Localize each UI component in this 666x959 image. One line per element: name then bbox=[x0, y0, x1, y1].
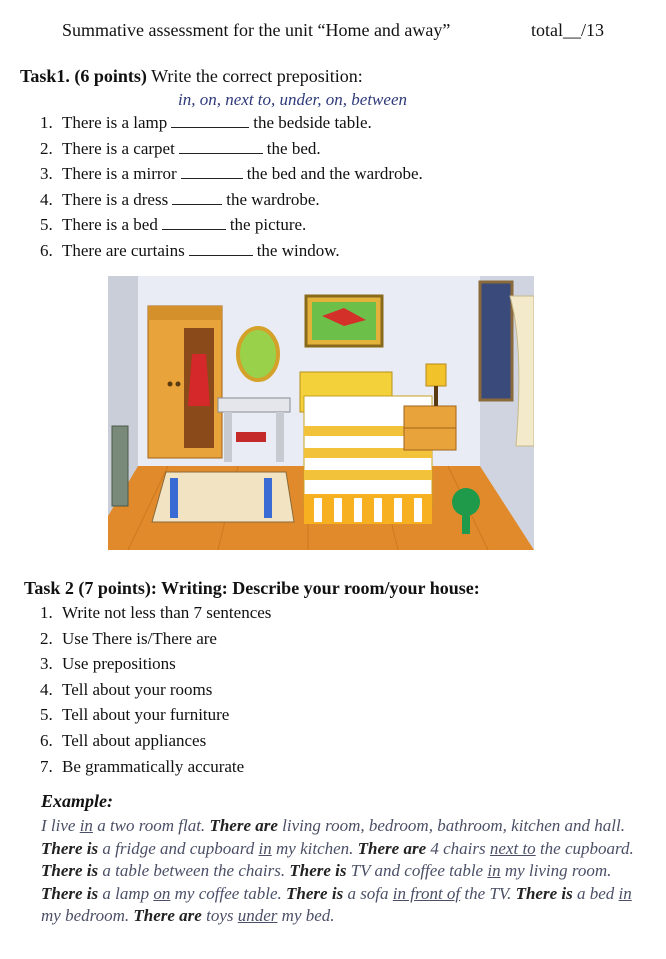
example-text-part: a sofa bbox=[343, 883, 393, 903]
example-text-part: There is bbox=[289, 861, 347, 880]
example-text-part: There is bbox=[515, 883, 573, 903]
bedroom-illustration bbox=[108, 276, 534, 550]
item-number: 6. bbox=[40, 240, 53, 260]
item-text: the bed. bbox=[266, 138, 321, 158]
example-text-part: my bedroom. bbox=[41, 906, 134, 925]
example-paragraph bbox=[41, 815, 653, 928]
example-text-part: There are bbox=[357, 838, 427, 858]
item-text: the bed and the wardrobe. bbox=[246, 164, 423, 184]
item-text: There are curtains bbox=[62, 240, 185, 260]
example-text-part: There is bbox=[286, 883, 344, 903]
item-text: There is a lamp bbox=[62, 113, 168, 132]
item-number: 4. bbox=[40, 189, 53, 209]
example-text-part: a table between the chairs. bbox=[98, 861, 290, 880]
item-text: the picture. bbox=[229, 215, 307, 235]
answer-blank[interactable] bbox=[181, 164, 243, 179]
list-item bbox=[40, 626, 271, 652]
item-number: 2. bbox=[40, 628, 53, 648]
page-title: Summative assessment for the unit “Home and away” bbox=[62, 20, 451, 40]
list-item bbox=[40, 238, 423, 264]
list-item bbox=[40, 754, 271, 780]
item-number: 1. bbox=[40, 603, 53, 622]
example-text-part: There are bbox=[209, 816, 278, 835]
example-text-part: in bbox=[79, 816, 93, 835]
item-text: the wardrobe. bbox=[226, 189, 320, 209]
example-text-part: the cupboard. bbox=[535, 838, 634, 858]
list-item bbox=[40, 110, 423, 136]
example-text-part: There is bbox=[41, 883, 99, 903]
example-text-part: my coffee table. bbox=[170, 883, 287, 903]
example-text-part: There are bbox=[133, 906, 202, 925]
example-text-part: There is bbox=[41, 861, 99, 880]
wardrobe bbox=[148, 306, 222, 458]
item-text: Use There is/There are bbox=[62, 628, 217, 648]
answer-blank[interactable] bbox=[189, 241, 253, 256]
task1-label: Task1. (6 points) bbox=[20, 66, 147, 86]
answer-blank[interactable] bbox=[162, 215, 226, 230]
answer-blank[interactable] bbox=[179, 139, 263, 154]
task1-heading bbox=[20, 66, 363, 87]
example-text-part: There is bbox=[41, 838, 99, 858]
item-text: There is a dress bbox=[62, 189, 169, 209]
list-item bbox=[40, 136, 423, 162]
item-number: 3. bbox=[40, 654, 53, 674]
item-text: the window. bbox=[256, 240, 340, 260]
item-text: There is a bed bbox=[62, 215, 158, 235]
example-text-part: toys bbox=[201, 906, 238, 925]
example-text-part: a lamp bbox=[98, 883, 154, 903]
list-item bbox=[40, 212, 423, 238]
example-text-part: 4 chairs bbox=[426, 838, 490, 858]
item-text: Tell about your rooms bbox=[62, 679, 213, 699]
example-text-part: in front of bbox=[392, 883, 461, 903]
example-text-part: a bed bbox=[572, 883, 619, 903]
item-number: 5. bbox=[40, 215, 53, 235]
task2-list bbox=[40, 600, 271, 779]
example-text-part: living room, bedroom, bathroom, kitchen and hall. bbox=[277, 816, 625, 835]
list-item bbox=[40, 728, 271, 754]
lamp bbox=[426, 364, 446, 386]
mirror bbox=[238, 328, 278, 380]
item-number: 4. bbox=[40, 679, 53, 699]
example-text-part: on bbox=[153, 883, 171, 903]
example-text-part: my bed. bbox=[277, 906, 335, 925]
item-number: 6. bbox=[40, 730, 53, 750]
example-label: Example: bbox=[41, 791, 113, 811]
task1-list bbox=[40, 110, 423, 264]
task2-heading: Task 2 (7 points): Writing: Describe your room/your house: bbox=[24, 578, 480, 598]
example-text-part: in bbox=[487, 861, 501, 880]
item-text: There is a carpet bbox=[62, 138, 175, 158]
example-text-part: in bbox=[258, 838, 272, 858]
total-score: total__/13 bbox=[531, 20, 604, 40]
example-text-part: my kitchen. bbox=[271, 838, 358, 858]
example-text-part: I live bbox=[41, 816, 80, 835]
item-text: Tell about appliances bbox=[62, 730, 207, 750]
list-item bbox=[40, 161, 423, 187]
preposition-list: in, on, next to, under, on, between bbox=[178, 90, 407, 109]
item-number: 2. bbox=[40, 138, 53, 158]
example-text-part: in bbox=[618, 883, 632, 903]
item-number: 5. bbox=[40, 705, 53, 725]
list-item bbox=[40, 187, 423, 213]
list-item bbox=[40, 651, 271, 677]
answer-blank[interactable] bbox=[172, 190, 222, 205]
item-text: Be grammatically accurate bbox=[62, 756, 245, 776]
example-text-part: under bbox=[237, 906, 278, 925]
item-number: 3. bbox=[40, 164, 53, 184]
item-text: There is a mirror bbox=[62, 164, 177, 184]
item-text: Tell about your furniture bbox=[62, 705, 230, 725]
example-text-part: a fridge and cupboard bbox=[98, 838, 259, 858]
list-item bbox=[40, 677, 271, 703]
item-text: the bedside table. bbox=[253, 113, 372, 132]
example-text-part: TV and coffee table bbox=[346, 861, 488, 880]
task1-instruction: Write the correct preposition: bbox=[151, 66, 363, 86]
item-text: Write not less than 7 sentences bbox=[62, 603, 272, 622]
carpet bbox=[152, 472, 294, 522]
example-text-part: next to bbox=[489, 838, 536, 858]
list-item bbox=[40, 600, 271, 626]
list-item bbox=[40, 702, 271, 728]
item-number: 1. bbox=[40, 113, 53, 132]
example-text-part: my living room. bbox=[500, 861, 612, 880]
item-number: 7. bbox=[40, 756, 53, 776]
item-text: Use prepositions bbox=[62, 654, 176, 674]
answer-blank[interactable] bbox=[171, 113, 249, 128]
example-text-part: the TV. bbox=[460, 883, 516, 903]
example-text-part: a two room flat. bbox=[92, 816, 210, 835]
